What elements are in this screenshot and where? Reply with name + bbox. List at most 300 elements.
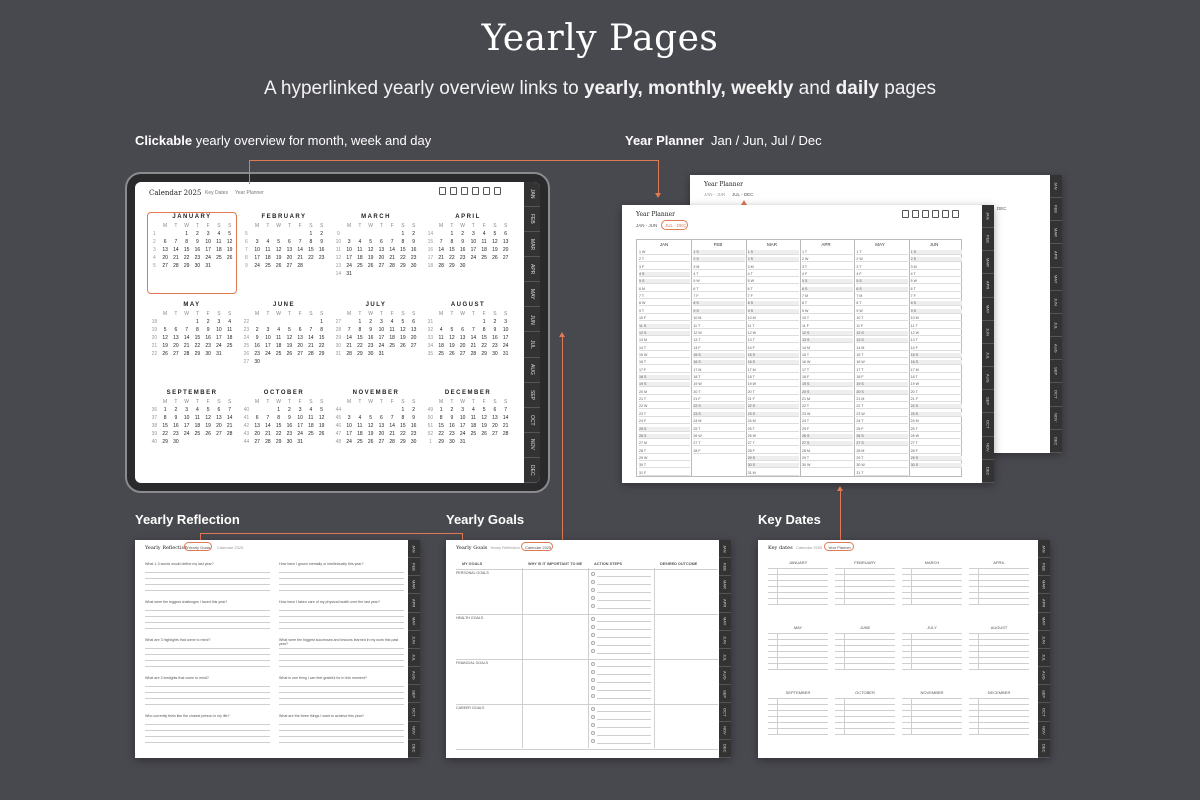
day-cell[interactable]: 22 [438, 431, 444, 437]
planner-day[interactable]: 19 S [802, 382, 853, 387]
day-cell[interactable]: 25 [194, 431, 201, 437]
tab-jun[interactable]: JUN [1038, 631, 1050, 649]
day-cell[interactable]: 18 [357, 255, 363, 261]
day-cell[interactable]: 4 [358, 239, 362, 245]
tab-may[interactable]: MAY [524, 282, 540, 307]
day-cell[interactable]: 9 [206, 327, 210, 333]
action-step-checkbox[interactable] [591, 596, 595, 600]
planner-day[interactable]: 4 T [748, 272, 799, 277]
keydates-link-calendar[interactable]: Calendar 2025 [796, 545, 823, 550]
planner-day[interactable]: 25 F [856, 427, 907, 432]
day-cell[interactable]: 9 [255, 335, 259, 341]
day-cell[interactable]: 5 [401, 319, 405, 325]
day-cell[interactable]: 16 [459, 247, 466, 253]
week-number[interactable]: 31 [427, 319, 434, 325]
tab-oct[interactable]: OCT [1038, 704, 1050, 722]
planner-day[interactable]: 29 W [639, 456, 690, 461]
tab-oct[interactable]: OCT [408, 704, 420, 722]
day-cell[interactable]: 6 [298, 327, 302, 333]
planner-day[interactable]: 16 S [911, 360, 962, 365]
link-icon[interactable] [450, 187, 457, 195]
day-cell[interactable]: 11 [389, 327, 395, 333]
day-cell[interactable]: 20 [254, 431, 260, 437]
action-step-checkbox[interactable] [591, 686, 595, 690]
planner-day[interactable]: 18 F [802, 375, 853, 380]
tab-may[interactable]: MAY [982, 298, 994, 321]
day-cell[interactable]: 19 [492, 247, 498, 253]
planner-day[interactable]: 25 T [911, 427, 962, 432]
day-cell[interactable]: 26 [205, 431, 211, 437]
day-cell[interactable]: 8 [358, 327, 362, 333]
day-cell[interactable]: 11 [357, 423, 363, 429]
day-cell[interactable]: 18 [481, 247, 487, 253]
planner-day[interactable]: 22 S [693, 404, 744, 409]
day-cell[interactable]: 13 [378, 423, 385, 429]
tab-feb[interactable]: FEB [1050, 198, 1062, 221]
week-number[interactable]: 49 [427, 407, 434, 413]
planner-day[interactable]: 27 S [856, 441, 907, 446]
planner-day[interactable]: 12 W [911, 331, 962, 336]
planner-day[interactable]: 21 F [911, 397, 962, 402]
planner-day[interactable]: 15 T [802, 353, 853, 358]
planner-day[interactable]: 12 S [639, 331, 690, 336]
planner-day[interactable]: 30 S [911, 463, 962, 468]
day-cell[interactable]: 31 [459, 439, 466, 445]
goals-link-reflection[interactable]: Yearly Reflection [490, 545, 520, 550]
day-cell[interactable]: 5 [493, 231, 497, 237]
planner-day[interactable]: 6 M [639, 287, 690, 292]
day-cell[interactable]: 17 [502, 335, 509, 341]
keydates-line[interactable] [969, 604, 1029, 605]
tab-dec[interactable]: DEC [1050, 430, 1062, 453]
planner-day[interactable]: 11 T [693, 324, 744, 329]
tab-aug[interactable]: AUG [1050, 337, 1062, 360]
week-number[interactable]: 27 [335, 319, 342, 325]
action-step-line[interactable] [597, 666, 651, 667]
day-cell[interactable]: 27 [286, 263, 293, 269]
week-number[interactable]: 50 [427, 415, 434, 421]
planner-day[interactable]: 28 T [639, 449, 690, 454]
day-cell[interactable]: 14 [173, 247, 179, 253]
day-cell[interactable]: 24 [502, 343, 509, 349]
week-number[interactable]: 40 [151, 439, 158, 445]
action-step-checkbox[interactable] [591, 739, 595, 743]
day-cell[interactable]: 9 [493, 327, 497, 333]
month-may[interactable] [149, 302, 235, 357]
day-cell[interactable]: 5 [369, 415, 373, 421]
week-number[interactable]: 9 [244, 263, 248, 269]
day-cell[interactable]: 6 [379, 415, 383, 421]
planner-month-mar[interactable]: MAR [767, 242, 777, 247]
back-range-link-2[interactable]: JUL - DEC [732, 192, 754, 197]
week-number[interactable]: 38 [151, 423, 158, 429]
tab-oct[interactable]: OCT [719, 704, 731, 722]
day-cell[interactable]: 2 [493, 319, 497, 325]
day-cell[interactable]: 13 [378, 247, 385, 253]
planner-day[interactable]: 1 S [693, 250, 744, 255]
action-step-line[interactable] [597, 727, 651, 728]
action-step-line[interactable] [597, 637, 651, 638]
planner-day[interactable]: 23 T [639, 412, 690, 417]
day-cell[interactable]: 11 [438, 335, 444, 341]
planner-day[interactable]: 28 M [802, 449, 853, 454]
day-cell[interactable]: 10 [470, 239, 477, 245]
day-cell[interactable]: 29 [438, 439, 444, 445]
planner-day[interactable]: 20 S [856, 390, 907, 395]
tab-nov[interactable]: NOV [524, 433, 540, 458]
day-cell[interactable]: 22 [308, 255, 314, 261]
day-cell[interactable]: 4 [217, 231, 221, 237]
day-cell[interactable]: 9 [412, 239, 416, 245]
day-cell[interactable]: 28 [438, 263, 444, 269]
day-cell[interactable]: 28 [183, 351, 190, 357]
day-cell[interactable]: 18 [438, 343, 444, 349]
keydates-line[interactable] [768, 604, 828, 605]
day-cell[interactable]: 17 [297, 423, 303, 429]
planner-month-apr[interactable]: APR [821, 242, 831, 247]
planner-day[interactable]: 31 T [856, 471, 907, 476]
day-cell[interactable]: 3 [504, 319, 508, 325]
day-cell[interactable]: 1 [450, 231, 454, 237]
day-cell[interactable]: 17 [216, 335, 222, 341]
day-cell[interactable]: 14 [438, 247, 444, 253]
week-number[interactable]: 11 [335, 247, 341, 253]
day-cell[interactable]: 29 [481, 351, 487, 357]
planner-day[interactable]: 18 F [856, 375, 907, 380]
planner-day[interactable]: 16 S [693, 360, 744, 365]
planner-day[interactable]: 29 S [911, 456, 962, 461]
planner-day[interactable]: 18 T [748, 375, 799, 380]
day-cell[interactable]: 28 [470, 351, 477, 357]
dollar-icon[interactable] [932, 210, 939, 218]
planner-month-jan[interactable]: JAN [659, 242, 669, 247]
settings-icon[interactable] [922, 210, 929, 218]
planner-day[interactable]: 28 F [693, 449, 744, 454]
planner-day[interactable]: 2 S [911, 257, 962, 262]
planner-day[interactable]: 19 W [693, 382, 744, 387]
day-cell[interactable]: 15 [275, 423, 282, 429]
planner-day[interactable]: 16 T [639, 360, 690, 365]
day-cell[interactable]: 25 [275, 351, 282, 357]
day-cell[interactable]: 10 [346, 423, 352, 429]
day-cell[interactable]: 8 [185, 239, 189, 245]
day-cell[interactable]: 24 [378, 343, 385, 349]
tab-oct[interactable]: OCT [982, 414, 994, 437]
planner-day[interactable]: 8 S [748, 301, 799, 306]
keydates-line[interactable] [969, 734, 1029, 735]
action-step-line[interactable] [597, 645, 651, 646]
tab-feb[interactable]: FEB [719, 558, 731, 576]
day-cell[interactable]: 19 [275, 255, 282, 261]
day-cell[interactable]: 26 [449, 351, 455, 357]
planner-day[interactable]: 25 S [639, 427, 690, 432]
day-cell[interactable]: 28 [308, 351, 314, 357]
week-number[interactable]: 46 [335, 423, 342, 429]
day-cell[interactable]: 4 [358, 415, 362, 421]
day-cell[interactable]: 8 [401, 239, 405, 245]
day-cell[interactable]: 12 [449, 335, 455, 341]
day-cell[interactable]: 16 [367, 335, 374, 341]
week-number[interactable]: 44 [335, 407, 342, 413]
week-number[interactable]: 25 [243, 343, 250, 349]
day-cell[interactable]: 16 [318, 247, 325, 253]
planner-day[interactable]: 1 W [639, 250, 690, 255]
day-cell[interactable]: 29 [183, 263, 190, 269]
day-cell[interactable]: 31 [205, 263, 211, 269]
answer-line[interactable] [279, 572, 404, 573]
day-cell[interactable]: 20 [297, 343, 303, 349]
week-number[interactable]: 18 [427, 263, 434, 269]
planner-day[interactable]: 4 T [693, 272, 744, 277]
day-cell[interactable]: 25 [357, 439, 363, 445]
tab-jun[interactable]: JUN [719, 631, 731, 649]
tab-apr[interactable]: APR [408, 595, 420, 613]
planner-day[interactable]: 3 M [748, 265, 799, 270]
tab-apr[interactable]: APR [982, 275, 994, 298]
day-cell[interactable]: 17 [265, 343, 271, 349]
day-cell[interactable]: 25 [389, 343, 395, 349]
month-june[interactable] [241, 302, 327, 365]
day-cell[interactable]: 11 [227, 327, 233, 333]
day-cell[interactable]: 19 [367, 431, 374, 437]
day-cell[interactable]: 7 [228, 407, 232, 413]
day-cell[interactable]: 20 [492, 423, 498, 429]
action-step-checkbox[interactable] [591, 731, 595, 735]
goals-link-calendar[interactable]: Calendar 2025 [525, 545, 552, 550]
answer-line[interactable] [145, 590, 270, 591]
planner-day[interactable]: 27 S [802, 441, 853, 446]
tab-aug[interactable]: AUG [524, 358, 540, 383]
planner-day[interactable]: 15 S [693, 353, 744, 358]
day-cell[interactable]: 17 [378, 335, 385, 341]
planner-day[interactable]: 1 S [911, 250, 962, 255]
answer-line[interactable] [279, 616, 404, 617]
week-number[interactable]: 5 [152, 263, 156, 269]
tab-dec[interactable]: DEC [408, 740, 420, 758]
day-cell[interactable]: 21 [502, 423, 509, 429]
day-cell[interactable]: 3 [347, 415, 351, 421]
day-cell[interactable]: 22 [400, 431, 406, 437]
tab-nov[interactable]: NOV [719, 722, 731, 740]
day-cell[interactable]: 27 [502, 255, 509, 261]
day-cell[interactable]: 23 [173, 431, 179, 437]
day-cell[interactable]: 15 [400, 247, 406, 253]
day-cell[interactable]: 2 [195, 231, 199, 237]
planner-day[interactable]: 11 T [911, 324, 962, 329]
week-number[interactable]: 39 [151, 431, 158, 437]
week-number[interactable]: 18 [151, 319, 158, 325]
planner-day[interactable]: 6 T [911, 287, 962, 292]
day-cell[interactable]: 20 [162, 255, 168, 261]
planner-month-feb[interactable]: FEB [713, 242, 723, 247]
day-cell[interactable]: 29 [194, 351, 201, 357]
week-number[interactable]: 21 [151, 343, 158, 349]
day-cell[interactable]: 15 [194, 335, 201, 341]
day-cell[interactable]: 30 [410, 439, 417, 445]
planner-day[interactable]: 7 M [802, 294, 853, 299]
action-step-checkbox[interactable] [591, 662, 595, 666]
week-number[interactable]: 26 [243, 351, 250, 357]
day-cell[interactable]: 12 [275, 247, 282, 253]
day-cell[interactable]: 27 [162, 263, 168, 269]
planner-day[interactable]: 7 F [911, 294, 962, 299]
tab-mar[interactable]: MAR [719, 576, 731, 594]
planner-day[interactable]: 26 W [911, 434, 962, 439]
day-cell[interactable]: 19 [449, 343, 455, 349]
planner-day[interactable]: 4 F [802, 272, 853, 277]
month-february[interactable] [241, 214, 327, 269]
answer-line[interactable] [145, 698, 270, 699]
day-cell[interactable]: 22 [162, 431, 168, 437]
planner-day[interactable]: 27 T [748, 441, 799, 446]
tab-mar[interactable]: MAR [408, 576, 420, 594]
tab-aug[interactable]: AUG [719, 667, 731, 685]
day-cell[interactable]: 11 [216, 239, 222, 245]
day-cell[interactable]: 13 [502, 239, 509, 245]
planner-day[interactable]: 13 T [748, 338, 799, 343]
day-cell[interactable]: 31 [297, 439, 303, 445]
day-cell[interactable]: 7 [298, 239, 302, 245]
day-cell[interactable]: 10 [183, 415, 190, 421]
planner-day[interactable]: 10 M [911, 316, 962, 321]
day-cell[interactable]: 27 [254, 439, 260, 445]
week-number[interactable]: 52 [427, 431, 434, 437]
day-cell[interactable]: 9 [287, 415, 291, 421]
planner-day[interactable]: 15 S [911, 353, 962, 358]
week-number[interactable]: 41 [243, 415, 250, 421]
planner-day[interactable]: 16 W [802, 360, 853, 365]
planner-day[interactable]: 12 S [856, 331, 907, 336]
day-cell[interactable]: 23 [459, 255, 466, 261]
answer-line[interactable] [145, 660, 270, 661]
planner-day[interactable]: 25 T [693, 427, 744, 432]
day-cell[interactable]: 26 [318, 431, 325, 437]
week-number[interactable]: 14 [427, 231, 434, 237]
day-cell[interactable]: 29 [275, 439, 282, 445]
day-cell[interactable]: 3 [266, 327, 270, 333]
week-number[interactable]: 33 [427, 335, 434, 341]
planner-day[interactable]: 17 F [639, 368, 690, 373]
week-number[interactable]: 3 [152, 247, 156, 253]
planner-day[interactable]: 11 T [748, 324, 799, 329]
day-cell[interactable]: 4 [266, 239, 270, 245]
action-step-line[interactable] [597, 743, 651, 744]
day-cell[interactable]: 1 [185, 231, 189, 237]
planner-day[interactable]: 19 S [639, 382, 690, 387]
month-october[interactable] [241, 390, 327, 445]
day-cell[interactable]: 23 [194, 255, 201, 261]
week-number[interactable]: 30 [335, 343, 342, 349]
planner-day[interactable]: 9 S [693, 309, 744, 314]
tab-jul[interactable]: JUL [1038, 649, 1050, 667]
planner-day[interactable]: 6 S [856, 287, 907, 292]
planner-day[interactable]: 27 T [693, 441, 744, 446]
planner-day[interactable]: 7 F [748, 294, 799, 299]
day-cell[interactable]: 22 [481, 343, 487, 349]
day-cell[interactable]: 27 [459, 351, 466, 357]
day-cell[interactable]: 28 [265, 439, 271, 445]
day-cell[interactable]: 4 [390, 319, 394, 325]
tab-sep[interactable]: SEP [1038, 685, 1050, 703]
week-number[interactable]: 15 [427, 239, 434, 245]
tab-sep[interactable]: SEP [719, 685, 731, 703]
planner-day[interactable]: 28 M [856, 449, 907, 454]
tab-jan[interactable]: JAN [982, 205, 994, 228]
day-cell[interactable]: 14 [226, 415, 233, 421]
answer-line[interactable] [279, 622, 404, 623]
answer-line[interactable] [145, 654, 270, 655]
range-link-jul-dec[interactable]: JUL - DEC [665, 223, 687, 228]
tab-jan[interactable]: JAN [719, 540, 731, 558]
day-cell[interactable]: 3 [298, 407, 302, 413]
planner-day[interactable]: 19 W [748, 382, 799, 387]
day-cell[interactable]: 12 [400, 327, 406, 333]
day-cell[interactable]: 25 [308, 431, 314, 437]
day-cell[interactable]: 2 [206, 319, 210, 325]
answer-line[interactable] [145, 622, 270, 623]
week-number[interactable]: 9 [336, 231, 340, 237]
tab-dec[interactable]: DEC [1038, 740, 1050, 758]
day-cell[interactable]: 26 [286, 351, 293, 357]
action-step-checkbox[interactable] [591, 694, 595, 698]
day-cell[interactable]: 19 [226, 247, 233, 253]
day-cell[interactable]: 13 [216, 415, 222, 421]
day-cell[interactable]: 20 [216, 423, 222, 429]
day-cell[interactable]: 31 [502, 351, 509, 357]
week-number[interactable]: 19 [151, 327, 158, 333]
tab-sep[interactable]: SEP [1050, 360, 1062, 383]
planner-day[interactable]: 2 W [802, 257, 853, 262]
tab-jan[interactable]: JAN [1038, 540, 1050, 558]
planner-day[interactable]: 5 S [856, 279, 907, 284]
planner-day[interactable]: 23 S [693, 412, 744, 417]
planner-day[interactable]: 23 W [802, 412, 853, 417]
keydates-line[interactable] [768, 734, 828, 735]
week-number[interactable]: 45 [335, 415, 342, 421]
action-step-checkbox[interactable] [591, 633, 595, 637]
day-cell[interactable]: 2 [320, 231, 324, 237]
action-step-line[interactable] [597, 584, 651, 585]
day-cell[interactable]: 22 [318, 343, 325, 349]
day-cell[interactable]: 8 [195, 327, 199, 333]
tab-nov[interactable]: NOV [982, 437, 994, 460]
day-cell[interactable]: 3 [461, 407, 465, 413]
day-cell[interactable]: 18 [216, 247, 222, 253]
user-icon[interactable] [483, 187, 490, 195]
planner-day[interactable]: 12 S [802, 331, 853, 336]
planner-day[interactable]: 5 S [802, 279, 853, 284]
day-cell[interactable]: 30 [194, 263, 201, 269]
week-number[interactable]: 17 [427, 255, 434, 261]
day-cell[interactable]: 30 [367, 351, 374, 357]
day-cell[interactable]: 10 [297, 415, 303, 421]
back-range-link-1[interactable]: JAN - JUN [704, 192, 726, 197]
day-cell[interactable]: 12 [481, 415, 487, 421]
day-cell[interactable]: 8 [450, 239, 454, 245]
day-cell[interactable]: 11 [470, 415, 476, 421]
day-cell[interactable]: 5 [277, 239, 281, 245]
tab-feb[interactable]: FEB [982, 228, 994, 251]
day-cell[interactable]: 26 [367, 263, 374, 269]
day-cell[interactable]: 6 [379, 239, 383, 245]
planner-day[interactable]: 3 T [856, 265, 907, 270]
day-cell[interactable]: 4 [439, 327, 443, 333]
planner-day[interactable]: 31 F [639, 471, 690, 476]
day-cell[interactable]: 4 [228, 319, 232, 325]
planner-day[interactable]: 30 W [856, 463, 907, 468]
day-cell[interactable]: 24 [459, 431, 466, 437]
tab-feb[interactable]: FEB [408, 558, 420, 576]
